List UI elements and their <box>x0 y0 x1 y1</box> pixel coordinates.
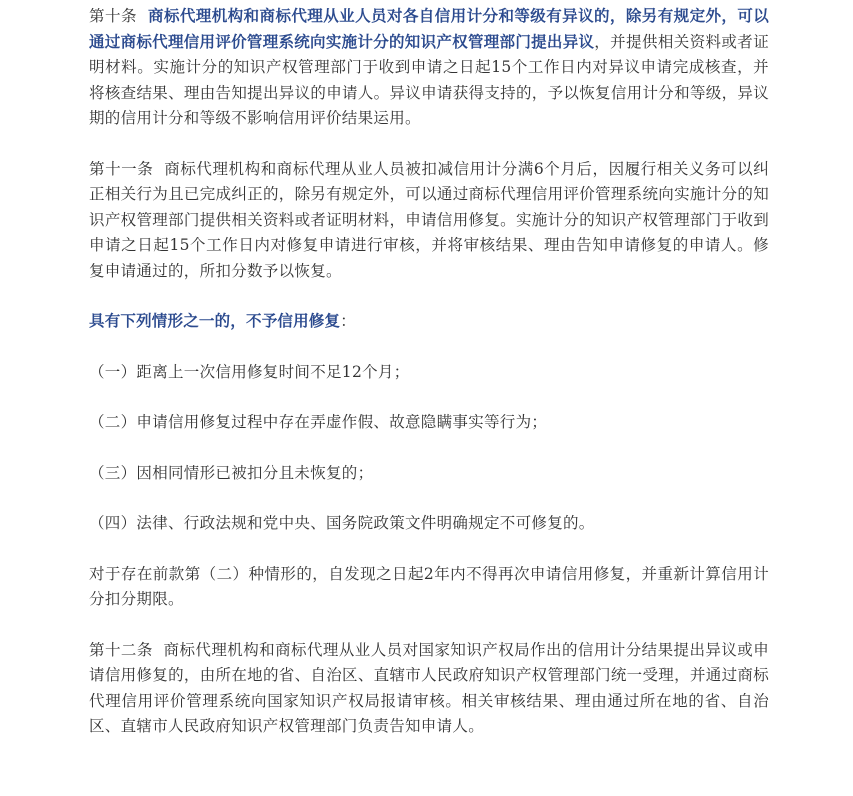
note-paragraph: 对于存在前款第（二）种情形的，自发现之日起2年内不得再次申请信用修复，并重新计算信用计分扣分期限。 <box>89 564 769 608</box>
article-body <box>89 4 769 740</box>
exclusion-item-4: （四）法律、行政法规和党中央、国务院政策文件明确规定不可修复的。 <box>89 514 595 532</box>
exclusion-heading <box>89 309 769 335</box>
exclusion-item-3: （三）因相同情形已被扣分且未恢复的； <box>89 463 374 482</box>
article-10-label: 第十条 <box>89 7 138 25</box>
article-12-paragraph <box>89 638 769 740</box>
article-10-text: ，并提供相关资料或者证明材料。实施计分的知识产权管理部门于收到申请之日起15个工作日内对异议申请完成核查，并将核查结果、理由告知提出异议的申请人。异议申请获得支持的，予以恢复信用计分和等级，异议期的信用计分和等级不影响信用评价结果运用。 <box>89 32 769 127</box>
exclusion-item-1: （一）距离上一次信用修复时间不足12个月； <box>89 362 410 381</box>
exclusion-heading-colon: ： <box>340 312 357 330</box>
article-11-paragraph <box>89 157 769 285</box>
exclusion-heading-text: 具有下列情形之一的，不予信用修复 <box>89 312 341 330</box>
article-12-label: 第十二条 <box>89 640 153 659</box>
article-11-label: 第十一条 <box>89 159 154 178</box>
article-10-paragraph <box>89 4 769 132</box>
article-11-text: 商标代理机构和商标代理从业人员被扣减信用计分满6个月后，因履行相关义务可以纠正相关行为且已完成纠正的，除另有规定外，可以通过商标代理信用评价管理系统向实施计分的知识产权管理部门提供相关资料或者证明材料，申请信用修复。实施计分的知识产权管理部门于收到申请之日起15个工作日内对修复申请进行审核，并将审核结果、理由告知申请修复的申请人。修复申请通过的，所扣分数予以恢复。 <box>89 159 769 280</box>
article-10-emphasis: 商标代理机构和商标代理从业人员对各自信用计分和等级有异议的，除另有规定外，可以通过商标代理信用评价管理系统向实施计分的知识产权管理部门提出异议 <box>89 7 769 51</box>
article-12-text: 商标代理机构和商标代理从业人员对国家知识产权局作出的信用计分结果提出异议或申请信用修复的，由所在地的省、自治区、直辖市人民政府知识产权管理部门统一受理，并通过商标代理信用评价管理系统向国家知识产权局报请审核。相关审核结果、理由通过所在地的省、自治区、直辖市人民政府知识产权管理部门负责告知申请人。 <box>89 640 769 735</box>
exclusion-item-2: （二）申请信用修复过程中存在弄虚作假、故意隐瞒事实等行为； <box>89 413 548 431</box>
